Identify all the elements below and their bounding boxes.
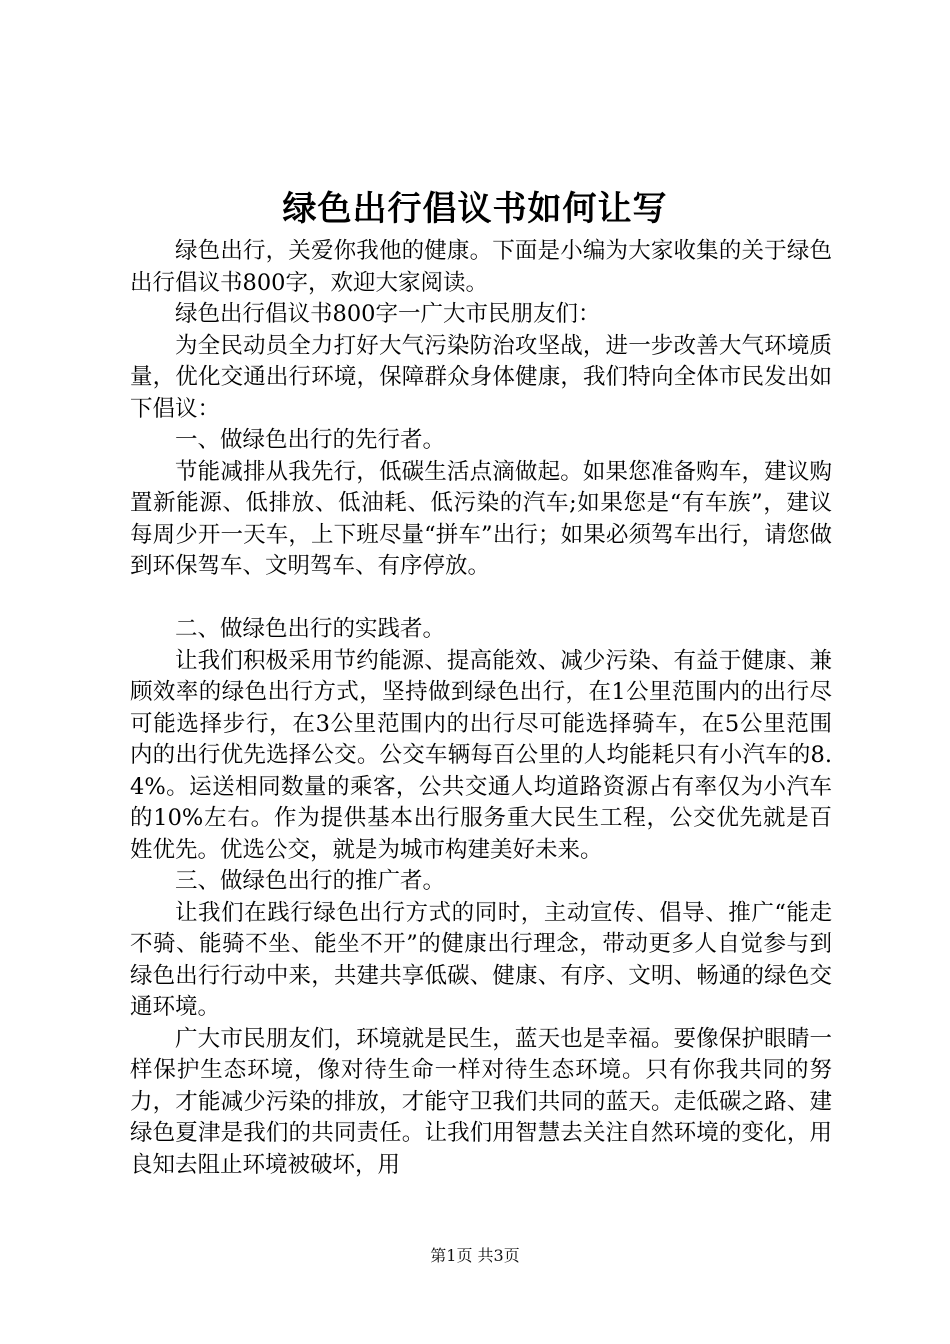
paragraph-section-3: 让我们在践行绿色出行方式的同时，主动宣传、倡导、推广“能走不骑、能骑不坐、能坐不开”的健康出行理念，带动更多人自觉参与到绿色出行行动中来，共建共享低碳、健康、有序、文明、畅通的绿色交通环境。: [130, 899, 832, 1020]
section-heading-2: 二、做绿色出行的实践者。: [175, 616, 446, 642]
section-heading-3: 三、做绿色出行的推广者。: [175, 868, 446, 894]
paragraph-closing: 广大市民朋友们，环境就是民生，蓝天也是幸福。要像保护眼睛一样保护生态环境，像对待生命一样对待生态环境。只有你我共同的努力，才能减少污染的排放，才能守卫我们共同的蓝天。走低碳之路、建绿色夏津是我们的共同责任。让我们用智慧去关注自然环境的变化，用良知去阻止环境被破坏，用: [130, 1025, 832, 1178]
section-heading-1: 一、做绿色出行的先行者。: [175, 427, 446, 453]
paragraph-section-1: 节能减排从我先行，低碳生活点滴做起。如果您准备购车，建议购置新能源、低排放、低油耗、低污染的汽车;如果您是“有车族”，建议每周少开一天车，上下班尽量“拼车”出行；如果必须驾车出行，请您做到环保驾车、文明驾车、有序停放。: [130, 458, 832, 579]
paragraph-section-2: 让我们积极采用节约能源、提高能效、减少污染、有益于健康、兼顾效率的绿色出行方式，坚持做到绿色出行，在1公里范围内的出行尽可能选择步行，在3公里范围内的出行尽可能选择骑车，在5公里范围内的出行优先选择公交。公交车辆每百公里的人均能耗只有小汽车的8.4%。运送相同数量的乘客，公共交通人均道路资源占有率仅为小汽车的10%左右。作为提供基本出行服务重大民生工程，公交优先就是百姓优先。优选公交，就是为城市构建美好未来。: [130, 647, 832, 863]
paragraph-intro: 绿色出行，关爱你我他的健康。下面是小编为大家收集的关于绿色出行倡议书800字，欢迎大家阅读。: [130, 238, 832, 296]
paragraph-salutation: 绿色出行倡议书800字一广大市民朋友们：: [175, 301, 601, 327]
document-body: [130, 236, 832, 1181]
page-footer: 第1页 共3页: [430, 1246, 520, 1265]
document-title: 绿色出行倡议书如何让写: [282, 189, 668, 229]
paragraph-preamble: 为全民动员全力打好大气污染防治攻坚战，进一步改善大气环境质量，优化交通出行环境，保障群众身体健康，我们特向全体市民发出如下倡议：: [130, 332, 832, 422]
